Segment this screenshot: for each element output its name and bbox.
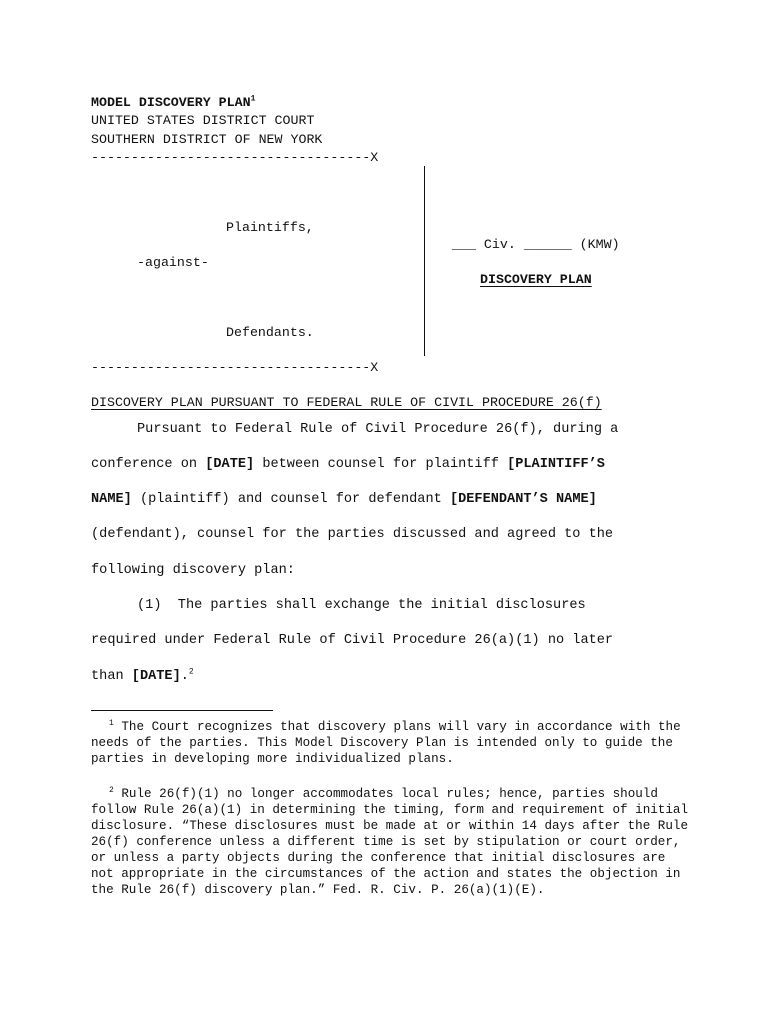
body-line: Pursuant to Federal Rule of Civil Procedure 26(f), during a: [137, 422, 619, 437]
footnote-separator: [91, 710, 273, 711]
body-line: NAME] (plaintiff) and counsel for defendant [DEFENDANT’S NAME]: [91, 492, 597, 507]
plaintiff-name-placeholder: [PLAINTIFF’S: [507, 457, 605, 472]
caption-bottom-rule: -----------------------------------X: [91, 360, 379, 375]
footnote-2: [91, 786, 691, 898]
court-name: UNITED STATES DISTRICT COURT: [91, 113, 315, 128]
footnote-1: [91, 719, 691, 767]
footnote-ref-2: 2: [188, 667, 194, 677]
district-name: SOUTHERN DISTRICT OF NEW YORK: [91, 132, 323, 147]
caption-vertical-bar: [424, 166, 425, 356]
footnote-number: 2: [109, 785, 114, 795]
discovery-plan-title: DISCOVERY PLAN: [480, 272, 592, 287]
against-label: -against-: [137, 255, 209, 270]
caption-top-rule: -----------------------------------X: [91, 150, 379, 165]
section-heading: DISCOVERY PLAN PURSUANT TO FEDERAL RULE OF CIVIL PROCEDURE 26(f): [91, 395, 602, 410]
defendants-label: Defendants.: [226, 325, 314, 340]
body-line: conference on [DATE] between counsel for plaintiff [PLAINTIFF’S: [91, 457, 605, 472]
defendant-name-placeholder: [DEFENDANT’S NAME]: [449, 492, 597, 507]
footnote-text: Rule 26(f)(1) no longer accommodates local rules; hence, parties should follow Rule 26(a)(1) in determining the timing, form and requirement of initial disclosure. “These disclosures must be made at or within 14 days after the Rule 26(f) conference unless a different time is set by stipulation or court order, or unless a party objects during the conference that initial disclosures are not appropriate in the circumstances of the action and states the objection in the Rule 26(f) discovery plan.” Fed. R. Civ. P. 26(a)(1)(E).: [91, 787, 689, 897]
footnote-text: The Court recognizes that discovery plans will vary in accordance with the needs of the parties. This Model Discovery Plan is intended only to guide the parties in developing more individualized plans.: [91, 720, 681, 766]
footnote-ref-1: 1: [250, 94, 256, 104]
footnote-number: 1: [109, 718, 114, 728]
date-placeholder: [DATE]: [205, 457, 255, 472]
body-line: (defendant), counsel for the parties discussed and agreed to the: [91, 527, 614, 542]
body-line: required under Federal Rule of Civil Procedure 26(a)(1) no later: [91, 633, 614, 648]
body-line: (1) The parties shall exchange the initial disclosures: [137, 598, 586, 613]
document-title: MODEL DISCOVERY PLAN$^1$: [91, 94, 256, 110]
date-placeholder: [DATE]: [131, 669, 181, 684]
civil-case-number: ___ Civ. ______ (KMW): [452, 237, 620, 252]
body-line: than [DATE].$^2$: [91, 667, 194, 684]
body-line: following discovery plan:: [91, 563, 295, 578]
plaintiffs-label: Plaintiffs,: [226, 220, 314, 235]
